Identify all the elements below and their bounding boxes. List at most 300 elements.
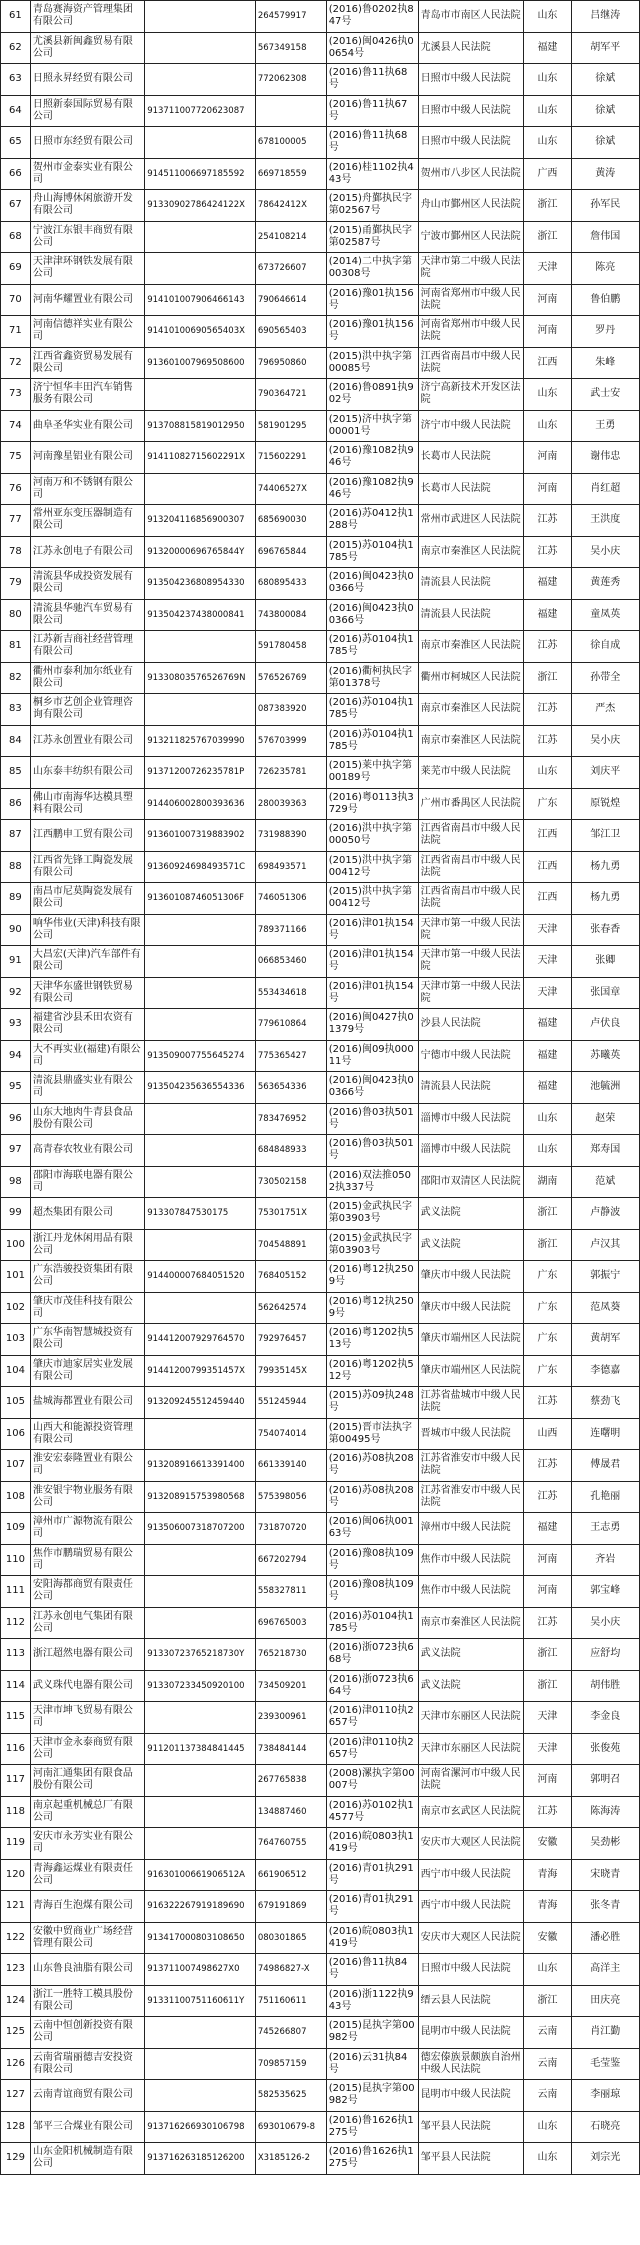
company-name: 江苏永创电子有限公司 bbox=[30, 536, 144, 568]
province: 江西 bbox=[524, 347, 571, 379]
org-code: 678100005 bbox=[255, 127, 326, 159]
court-name: 江西省南昌市中级人民法院 bbox=[418, 820, 524, 852]
table-body bbox=[1, 1, 640, 2175]
row-number: 71 bbox=[1, 316, 31, 348]
province: 浙江 bbox=[524, 1198, 571, 1230]
court-name: 南京市秦淮区人民法院 bbox=[418, 694, 524, 726]
legal-representative: 罗丹 bbox=[571, 316, 639, 348]
province: 天津 bbox=[524, 253, 571, 285]
row-number: 118 bbox=[1, 1796, 31, 1828]
row-number: 68 bbox=[1, 221, 31, 253]
company-name: 天津津环钢铁发展有限公司 bbox=[30, 253, 144, 285]
table-row bbox=[1, 694, 640, 726]
table-row bbox=[1, 1639, 640, 1671]
row-number: 88 bbox=[1, 851, 31, 883]
credit-code: 913307847530175 bbox=[145, 1198, 256, 1230]
legal-representative: 卢静波 bbox=[571, 1198, 639, 1230]
credit-code bbox=[145, 253, 256, 285]
province: 广东 bbox=[524, 1261, 571, 1293]
case-number: (2016)豫08执109号 bbox=[326, 1544, 418, 1576]
table-row bbox=[1, 1733, 640, 1765]
province: 湖南 bbox=[524, 1166, 571, 1198]
credit-code bbox=[145, 1166, 256, 1198]
legal-representative: 杨九勇 bbox=[571, 883, 639, 915]
org-code: 709857159 bbox=[255, 2048, 326, 2080]
court-name: 缙云县人民法院 bbox=[418, 1985, 524, 2017]
case-number: (2016)闽0426执00654号 bbox=[326, 32, 418, 64]
row-number: 105 bbox=[1, 1387, 31, 1419]
legal-representative: 吴小庆 bbox=[571, 725, 639, 757]
province: 云南 bbox=[524, 2017, 571, 2049]
court-name: 南京市玄武区人民法院 bbox=[418, 1796, 524, 1828]
credit-code bbox=[145, 127, 256, 159]
company-name: 青海鑫运煤业有限责任公司 bbox=[30, 1859, 144, 1891]
court-name: 尤溪县人民法院 bbox=[418, 32, 524, 64]
court-name: 江苏省淮安市中级人民法院 bbox=[418, 1450, 524, 1482]
court-name: 河南省郑州市中级人民法院 bbox=[418, 316, 524, 348]
province: 山东 bbox=[524, 127, 571, 159]
court-name: 天津市第二中级人民法院 bbox=[418, 253, 524, 285]
credit-code: 916322267919189690 bbox=[145, 1891, 256, 1923]
credit-code: 91371200726235781P bbox=[145, 757, 256, 789]
province: 江苏 bbox=[524, 1796, 571, 1828]
case-number: (2016)闽0423执00366号 bbox=[326, 568, 418, 600]
row-number: 67 bbox=[1, 190, 31, 222]
credit-code bbox=[145, 1765, 256, 1797]
org-code: 669718559 bbox=[255, 158, 326, 190]
row-number: 100 bbox=[1, 1229, 31, 1261]
company-name: 超杰集团有限公司 bbox=[30, 1198, 144, 1230]
province: 福建 bbox=[524, 1040, 571, 1072]
row-number: 73 bbox=[1, 379, 31, 411]
province: 河南 bbox=[524, 1576, 571, 1608]
credit-code bbox=[145, 1229, 256, 1261]
legal-representative: 朱峰 bbox=[571, 347, 639, 379]
case-number: (2016)鲁03执501号 bbox=[326, 1135, 418, 1167]
case-number: (2016)粤12执2509号 bbox=[326, 1261, 418, 1293]
credit-code bbox=[145, 2048, 256, 2080]
case-number: (2015)洪中执字第00412号 bbox=[326, 883, 418, 915]
legal-representative: 徐自成 bbox=[571, 631, 639, 663]
table-row bbox=[1, 1922, 640, 1954]
province: 江苏 bbox=[524, 1607, 571, 1639]
court-name: 天津市东丽区人民法院 bbox=[418, 1733, 524, 1765]
credit-code: 91630100661906512A bbox=[145, 1859, 256, 1891]
row-number: 119 bbox=[1, 1828, 31, 1860]
company-name: 宁波江东银丰商贸有限公司 bbox=[30, 221, 144, 253]
company-name: 河南汇通集团有限食品股份有限公司 bbox=[30, 1765, 144, 1797]
row-number: 109 bbox=[1, 1513, 31, 1545]
table-row bbox=[1, 347, 640, 379]
court-name: 常州市武进区人民法院 bbox=[418, 505, 524, 537]
legal-representative: 陈海涛 bbox=[571, 1796, 639, 1828]
org-code: 254108214 bbox=[255, 221, 326, 253]
case-number: (2016)苏0104执1785号 bbox=[326, 631, 418, 663]
province: 浙江 bbox=[524, 221, 571, 253]
legal-representative: 宋晓青 bbox=[571, 1859, 639, 1891]
table-row bbox=[1, 1576, 640, 1608]
table-row bbox=[1, 1103, 640, 1135]
row-number: 99 bbox=[1, 1198, 31, 1230]
org-code: 783476952 bbox=[255, 1103, 326, 1135]
province: 山东 bbox=[524, 410, 571, 442]
province: 山东 bbox=[524, 1, 571, 33]
province: 广东 bbox=[524, 788, 571, 820]
credit-code: 914101007906466143 bbox=[145, 284, 256, 316]
row-number: 80 bbox=[1, 599, 31, 631]
org-code: 680895433 bbox=[255, 568, 326, 600]
court-name: 长葛市人民法院 bbox=[418, 442, 524, 474]
province: 浙江 bbox=[524, 190, 571, 222]
legal-representative: 武士安 bbox=[571, 379, 639, 411]
legal-representative: 王志勇 bbox=[571, 1513, 639, 1545]
case-number: (2016)浙1122执943号 bbox=[326, 1985, 418, 2017]
province: 广东 bbox=[524, 1292, 571, 1324]
org-code: 581901295 bbox=[255, 410, 326, 442]
case-number: (2016)豫08执109号 bbox=[326, 1576, 418, 1608]
province: 河南 bbox=[524, 316, 571, 348]
legal-representative: 肖红超 bbox=[571, 473, 639, 505]
org-code: 765218730 bbox=[255, 1639, 326, 1671]
table-row bbox=[1, 1324, 640, 1356]
court-name: 清流县人民法院 bbox=[418, 599, 524, 631]
province: 山东 bbox=[524, 1135, 571, 1167]
org-code: 731870720 bbox=[255, 1513, 326, 1545]
row-number: 110 bbox=[1, 1544, 31, 1576]
company-name: 天津市金永泰商贸有限公司 bbox=[30, 1733, 144, 1765]
credit-code: 914406002800393636 bbox=[145, 788, 256, 820]
company-name: 日照永昇经贸有限公司 bbox=[30, 64, 144, 96]
row-number: 70 bbox=[1, 284, 31, 316]
legal-representative: 孙带全 bbox=[571, 662, 639, 694]
credit-code bbox=[145, 1135, 256, 1167]
credit-code bbox=[145, 64, 256, 96]
table-row bbox=[1, 410, 640, 442]
org-code: 746051306 bbox=[255, 883, 326, 915]
legal-representative: 谢伟忠 bbox=[571, 442, 639, 474]
province: 山东 bbox=[524, 1103, 571, 1135]
org-code: 738484144 bbox=[255, 1733, 326, 1765]
legal-representative: 吴劲彬 bbox=[571, 1828, 639, 1860]
court-name: 淄博市中级人民法院 bbox=[418, 1103, 524, 1135]
org-code: 745266807 bbox=[255, 2017, 326, 2049]
credit-code: 911201137384841445 bbox=[145, 1733, 256, 1765]
case-number: (2016)双法推0502执337号 bbox=[326, 1166, 418, 1198]
legal-representative: 傅晟君 bbox=[571, 1450, 639, 1482]
credit-code: 913708815819012950 bbox=[145, 410, 256, 442]
legal-representative: 潘必胜 bbox=[571, 1922, 639, 1954]
row-number: 108 bbox=[1, 1481, 31, 1513]
credit-code bbox=[145, 1828, 256, 1860]
company-name: 山东鲁良油脂有限公司 bbox=[30, 1954, 144, 1986]
row-number: 101 bbox=[1, 1261, 31, 1293]
table-row bbox=[1, 568, 640, 600]
province: 天津 bbox=[524, 914, 571, 946]
company-name: 云南省瑞丽德吉安投资有限公司 bbox=[30, 2048, 144, 2080]
company-name: 曲阜圣华实业有限公司 bbox=[30, 410, 144, 442]
org-code: 764760755 bbox=[255, 1828, 326, 1860]
credit-code bbox=[145, 1702, 256, 1734]
row-number: 121 bbox=[1, 1891, 31, 1923]
court-name: 广州市番禺区人民法院 bbox=[418, 788, 524, 820]
row-number: 113 bbox=[1, 1639, 31, 1671]
court-name: 天津市第一中级人民法院 bbox=[418, 946, 524, 978]
court-name: 河南省郑州市中级人民法院 bbox=[418, 284, 524, 316]
province: 河南 bbox=[524, 442, 571, 474]
company-name: 云南中恒创新投资有限公司 bbox=[30, 2017, 144, 2049]
org-code: 726235781 bbox=[255, 757, 326, 789]
org-code: 562642574 bbox=[255, 1292, 326, 1324]
company-name: 常州亚东变压器制造有限公司 bbox=[30, 505, 144, 537]
credit-code bbox=[145, 2017, 256, 2049]
case-number: (2015)苏0104执1785号 bbox=[326, 536, 418, 568]
legal-representative: 李德嘉 bbox=[571, 1355, 639, 1387]
company-name: 河南豫星铝业有限公司 bbox=[30, 442, 144, 474]
legal-representative: 邹江卫 bbox=[571, 820, 639, 852]
table-row bbox=[1, 851, 640, 883]
legal-representative: 毛莹鉴 bbox=[571, 2048, 639, 2080]
province: 天津 bbox=[524, 1702, 571, 1734]
court-name: 日照市中级人民法院 bbox=[418, 64, 524, 96]
legal-representative: 吴小庆 bbox=[571, 1607, 639, 1639]
credit-code bbox=[145, 694, 256, 726]
row-number: 107 bbox=[1, 1450, 31, 1482]
table-row bbox=[1, 1135, 640, 1167]
company-name: 浙江丹龙休闲用品有限公司 bbox=[30, 1229, 144, 1261]
case-number: (2016)鲁11执68号 bbox=[326, 127, 418, 159]
court-name: 西宁市中级人民法院 bbox=[418, 1859, 524, 1891]
case-number: (2015)苏09执248号 bbox=[326, 1387, 418, 1419]
company-name: 淮安银宇物业服务有限公司 bbox=[30, 1481, 144, 1513]
province: 山东 bbox=[524, 2111, 571, 2143]
province: 江苏 bbox=[524, 694, 571, 726]
case-number: (2016)鲁0202执847号 bbox=[326, 1, 418, 33]
company-name: 清流县鼎盛实业有限公司 bbox=[30, 1072, 144, 1104]
org-code: 78642412X bbox=[255, 190, 326, 222]
case-number: (2016)津01执154号 bbox=[326, 977, 418, 1009]
legal-representative: 赵荣 bbox=[571, 1103, 639, 1135]
legal-representative: 徐斌 bbox=[571, 95, 639, 127]
row-number: 85 bbox=[1, 757, 31, 789]
table-row bbox=[1, 221, 640, 253]
org-code: 790364721 bbox=[255, 379, 326, 411]
company-name: 青海百生泡煤有限公司 bbox=[30, 1891, 144, 1923]
org-code: 267765838 bbox=[255, 1765, 326, 1797]
org-code: 576703999 bbox=[255, 725, 326, 757]
company-name: 浙江一胜特工模具股份有限公司 bbox=[30, 1985, 144, 2017]
case-number: (2016)青01执291号 bbox=[326, 1891, 418, 1923]
case-number: (2015)舟鄞执民字第02567号 bbox=[326, 190, 418, 222]
table-row bbox=[1, 1607, 640, 1639]
case-number: (2016)粤1202执512号 bbox=[326, 1355, 418, 1387]
org-code: 553434618 bbox=[255, 977, 326, 1009]
row-number: 81 bbox=[1, 631, 31, 663]
court-name: 莱芜市中级人民法院 bbox=[418, 757, 524, 789]
row-number: 96 bbox=[1, 1103, 31, 1135]
credit-code: 913711007720623087 bbox=[145, 95, 256, 127]
row-number: 63 bbox=[1, 64, 31, 96]
org-code: X3185126-2 bbox=[255, 2143, 326, 2175]
legal-representative: 范斌 bbox=[571, 1166, 639, 1198]
case-number: (2016)闽09执00011号 bbox=[326, 1040, 418, 1072]
credit-code: 914511006697185592 bbox=[145, 158, 256, 190]
company-name: 广东华南智慧城投资有限公司 bbox=[30, 1324, 144, 1356]
case-number: (2015)金武执民字第03903号 bbox=[326, 1229, 418, 1261]
legal-representative: 徐斌 bbox=[571, 64, 639, 96]
court-name: 德宏傣族景颇族自治州中级人民法院 bbox=[418, 2048, 524, 2080]
org-code: 696765844 bbox=[255, 536, 326, 568]
case-number: (2016)闽0423执00366号 bbox=[326, 599, 418, 631]
org-code: 661339140 bbox=[255, 1450, 326, 1482]
table-row bbox=[1, 1765, 640, 1797]
case-number: (2016)豫1082执946号 bbox=[326, 442, 418, 474]
company-name: 安庆市永芳实业有限公司 bbox=[30, 1828, 144, 1860]
table-row bbox=[1, 631, 640, 663]
org-code: 264579917 bbox=[255, 1, 326, 33]
case-number: (2016)闽0423执00366号 bbox=[326, 1072, 418, 1104]
row-number: 125 bbox=[1, 2017, 31, 2049]
row-number: 123 bbox=[1, 1954, 31, 1986]
legal-representative: 徐斌 bbox=[571, 127, 639, 159]
org-code: 734509201 bbox=[255, 1670, 326, 1702]
company-name: 天津华东盛世钢铁贸易有限公司 bbox=[30, 977, 144, 1009]
court-name: 江苏省淮安市中级人民法院 bbox=[418, 1481, 524, 1513]
case-number: (2016)苏0104执1785号 bbox=[326, 725, 418, 757]
row-number: 106 bbox=[1, 1418, 31, 1450]
province: 江西 bbox=[524, 851, 571, 883]
credit-code bbox=[145, 2080, 256, 2112]
row-number: 65 bbox=[1, 127, 31, 159]
credit-code bbox=[145, 946, 256, 978]
table-row bbox=[1, 1040, 640, 1072]
legal-representative: 张卿 bbox=[571, 946, 639, 978]
credit-code bbox=[145, 473, 256, 505]
org-code: 582535625 bbox=[255, 2080, 326, 2112]
legal-representative: 严杰 bbox=[571, 694, 639, 726]
credit-code bbox=[145, 1103, 256, 1135]
court-name: 西宁市中级人民法院 bbox=[418, 1891, 524, 1923]
legal-representative: 原锐煌 bbox=[571, 788, 639, 820]
row-number: 75 bbox=[1, 442, 31, 474]
case-number: (2014)二中执字第00308号 bbox=[326, 253, 418, 285]
org-code: 789371166 bbox=[255, 914, 326, 946]
org-code: 591780458 bbox=[255, 631, 326, 663]
table-row bbox=[1, 662, 640, 694]
province: 山东 bbox=[524, 64, 571, 96]
province: 浙江 bbox=[524, 1639, 571, 1671]
credit-code bbox=[145, 379, 256, 411]
table-row bbox=[1, 64, 640, 96]
case-number: (2016)津0110执2657号 bbox=[326, 1702, 418, 1734]
org-code bbox=[255, 95, 326, 127]
legal-representative: 刘宗光 bbox=[571, 2143, 639, 2175]
legal-representative: 连曙明 bbox=[571, 1418, 639, 1450]
case-number: (2016)苏08执208号 bbox=[326, 1450, 418, 1482]
table-row bbox=[1, 788, 640, 820]
credit-code: 91330902786424122X bbox=[145, 190, 256, 222]
case-number: (2015)济中执字第00001号 bbox=[326, 410, 418, 442]
case-number: (2015)甬鄞执民字第02587号 bbox=[326, 221, 418, 253]
credit-code bbox=[145, 1576, 256, 1608]
case-number: (2016)豫01执156号 bbox=[326, 284, 418, 316]
legal-representative: 詹伟国 bbox=[571, 221, 639, 253]
table-row bbox=[1, 1418, 640, 1450]
org-code: 751160611 bbox=[255, 1985, 326, 2017]
company-name: 河南信德祥实业有限公司 bbox=[30, 316, 144, 348]
province: 浙江 bbox=[524, 1985, 571, 2017]
court-name: 宁德市中级人民法院 bbox=[418, 1040, 524, 1072]
legal-representative: 刘庆平 bbox=[571, 757, 639, 789]
table-row bbox=[1, 1828, 640, 1860]
legal-representative: 胡军平 bbox=[571, 32, 639, 64]
court-name: 南京市秦淮区人民法院 bbox=[418, 536, 524, 568]
org-code: 796950860 bbox=[255, 347, 326, 379]
court-name: 济宁市中级人民法院 bbox=[418, 410, 524, 442]
court-name: 邵阳市双清区人民法院 bbox=[418, 1166, 524, 1198]
table-row bbox=[1, 725, 640, 757]
case-number: (2015)洪中执字第00412号 bbox=[326, 851, 418, 883]
court-name: 舟山市鄞州区人民法院 bbox=[418, 190, 524, 222]
row-number: 122 bbox=[1, 1922, 31, 1954]
province: 山西 bbox=[524, 1418, 571, 1450]
case-number: (2016)浙0723执668号 bbox=[326, 1639, 418, 1671]
court-name: 肇庆市中级人民法院 bbox=[418, 1261, 524, 1293]
table-row bbox=[1, 473, 640, 505]
company-name: 江西鹏申工贸有限公司 bbox=[30, 820, 144, 852]
province: 天津 bbox=[524, 1733, 571, 1765]
table-row bbox=[1, 2080, 640, 2112]
credit-code: 91441200799351457X bbox=[145, 1355, 256, 1387]
case-number: (2016)桂1102执443号 bbox=[326, 158, 418, 190]
company-name: 安徽中贸商业广场经营管理有限公司 bbox=[30, 1922, 144, 1954]
credit-code bbox=[145, 1796, 256, 1828]
province: 河南 bbox=[524, 473, 571, 505]
credit-code: 913504237438000841 bbox=[145, 599, 256, 631]
court-name: 安庆市大观区人民法院 bbox=[418, 1828, 524, 1860]
case-number: (2016)云31执84号 bbox=[326, 2048, 418, 2080]
row-number: 126 bbox=[1, 2048, 31, 2080]
row-number: 87 bbox=[1, 820, 31, 852]
table-row bbox=[1, 32, 640, 64]
org-code: 731988390 bbox=[255, 820, 326, 852]
credit-code bbox=[145, 631, 256, 663]
case-number: (2016)浙0723执664号 bbox=[326, 1670, 418, 1702]
case-number: (2016)津01执154号 bbox=[326, 914, 418, 946]
row-number: 69 bbox=[1, 253, 31, 285]
org-code: 775365427 bbox=[255, 1040, 326, 1072]
row-number: 115 bbox=[1, 1702, 31, 1734]
table-row bbox=[1, 442, 640, 474]
org-code: 696765003 bbox=[255, 1607, 326, 1639]
company-name: 尤溪县新闽鑫贸易有限公司 bbox=[30, 32, 144, 64]
table-row bbox=[1, 1, 640, 33]
org-code: 754074014 bbox=[255, 1418, 326, 1450]
legal-representative: 张春香 bbox=[571, 914, 639, 946]
company-name: 江苏永创电气集团有限公司 bbox=[30, 1607, 144, 1639]
org-code: 790646614 bbox=[255, 284, 326, 316]
credit-code: 91410100690565403X bbox=[145, 316, 256, 348]
province: 江西 bbox=[524, 820, 571, 852]
court-name: 武义法院 bbox=[418, 1639, 524, 1671]
company-name: 浙江超然电器有限公司 bbox=[30, 1639, 144, 1671]
legal-representative: 李丽琼 bbox=[571, 2080, 639, 2112]
table-row bbox=[1, 1702, 640, 1734]
row-number: 112 bbox=[1, 1607, 31, 1639]
company-name: 云南青谊商贸有限公司 bbox=[30, 2080, 144, 2112]
company-name: 福建省沙县禾田农资有限公司 bbox=[30, 1009, 144, 1041]
company-name: 江西省鑫资贸易发展有限公司 bbox=[30, 347, 144, 379]
row-number: 127 bbox=[1, 2080, 31, 2112]
